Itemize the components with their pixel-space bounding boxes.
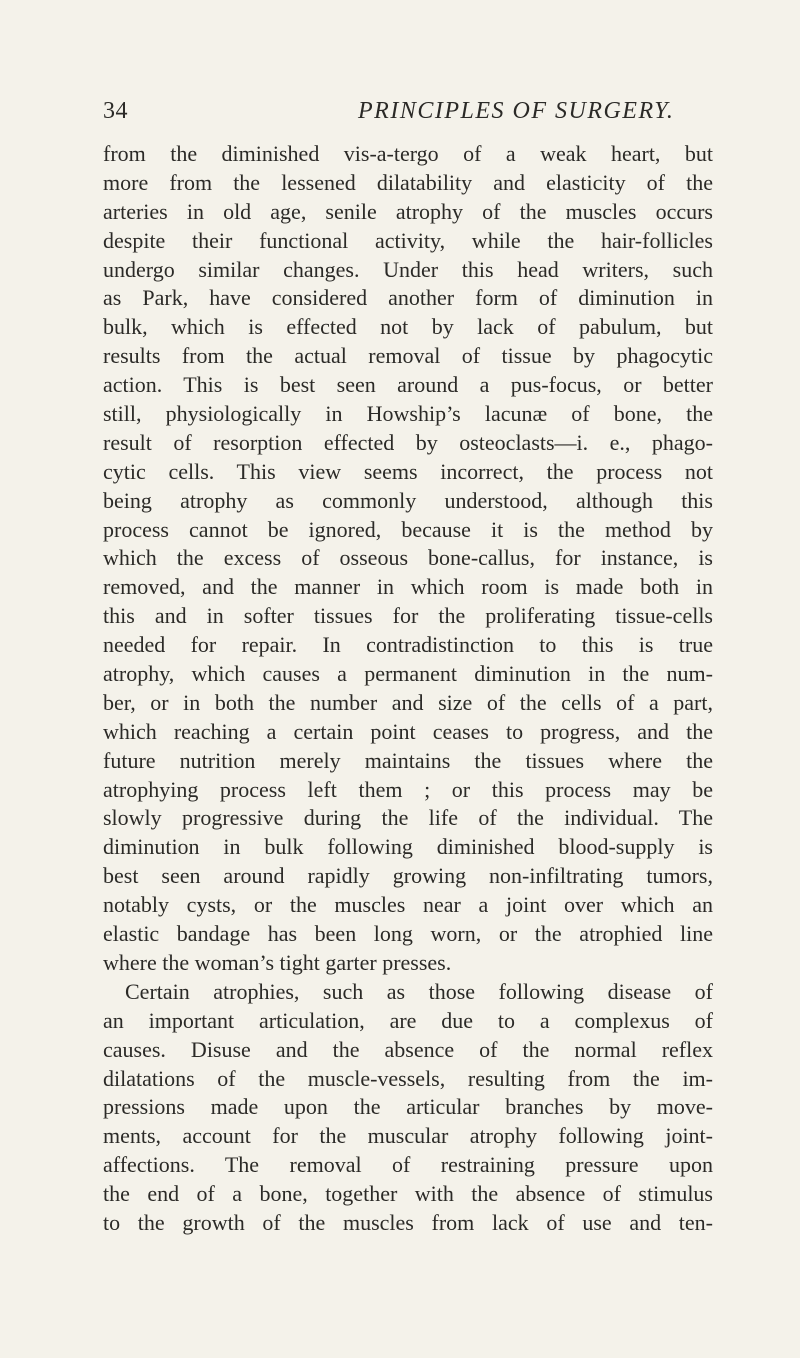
body-text xyxy=(103,140,713,1238)
text-line: affections. The removal of restraining pressure upon xyxy=(103,1152,713,1178)
text-line: still, physiologically in Howship’s lacunæ of bone, the xyxy=(103,401,713,427)
text-line: arteries in old age, senile atrophy of the muscles occurs xyxy=(103,198,713,224)
text-line: elastic bandage has been long worn, or the atrophied line xyxy=(103,921,713,947)
text-line: ber, or in both the number and size of the cells of a part, xyxy=(103,689,713,715)
text-line: action. This is best seen around a pus-focus, or better xyxy=(103,372,713,398)
text-line: needed for repair. In contradistinction to this is true xyxy=(103,632,713,658)
text-line: best seen around rapidly growing non-infiltrating tumors, xyxy=(103,863,713,889)
text-line: future nutrition merely maintains the tissues where the xyxy=(103,747,713,773)
text-line: notably cysts, or the muscles near a joint over which an xyxy=(103,892,713,918)
page-number: 34 xyxy=(103,98,128,124)
text-line: process cannot be ignored, because it is the method by xyxy=(103,516,713,542)
text-line: dilatations of the muscle-vessels, resulting from the im- xyxy=(103,1065,713,1091)
text-line: which reaching a certain point ceases to progress, and the xyxy=(103,718,713,744)
text-line: undergo similar changes. Under this head writers, such xyxy=(103,256,713,282)
text-line: which the excess of osseous bone-callus, for instance, is xyxy=(103,545,713,571)
running-title: PRINCIPLES OF SURGERY. xyxy=(358,98,675,124)
text-line: atrophying process left them ; or this process may be xyxy=(103,776,713,802)
text-line: atrophy, which causes a permanent diminution in the num- xyxy=(103,661,713,687)
text-line: slowly progressive during the life of the individual. The xyxy=(103,805,713,831)
text-line: Certain atrophies, such as those following disease of xyxy=(125,978,713,1004)
text-line: bulk, which is effected not by lack of pabulum, but xyxy=(103,314,713,340)
text-line: causes. Disuse and the absence of the normal reflex xyxy=(103,1036,713,1062)
text-line: pressions made upon the articular branches by move- xyxy=(103,1094,713,1120)
text-line: cytic cells. This view seems incorrect, the process not xyxy=(103,458,713,484)
page-header xyxy=(103,98,713,138)
text-line: diminution in bulk following diminished blood-supply is xyxy=(103,834,713,860)
text-line: result of resorption effected by osteoclasts—i. e., phago- xyxy=(103,429,713,455)
text-line: to the growth of the muscles from lack of use and ten- xyxy=(103,1209,713,1235)
text-line: ments, account for the muscular atrophy following joint- xyxy=(103,1123,713,1149)
text-line: from the diminished vis-a-tergo of a weak heart, but xyxy=(103,141,713,166)
text-line: results from the actual removal of tissue by phagocytic xyxy=(103,343,713,369)
text-line: despite their functional activity, while the hair-follicles xyxy=(103,227,713,253)
text-line: as Park, have considered another form of diminution in xyxy=(103,285,713,311)
text-line: where the woman’s tight garter presses. xyxy=(103,949,452,975)
text-line: this and in softer tissues for the proliferating tissue-cells xyxy=(103,603,713,629)
text-line: being atrophy as commonly understood, although this xyxy=(103,487,713,513)
text-line: the end of a bone, together with the absence of stimulus xyxy=(103,1181,713,1207)
text-line: removed, and the manner in which room is made both in xyxy=(103,574,713,600)
text-line: more from the lessened dilatability and elasticity of the xyxy=(103,169,713,195)
text-line: an important articulation, are due to a complexus of xyxy=(103,1007,713,1033)
